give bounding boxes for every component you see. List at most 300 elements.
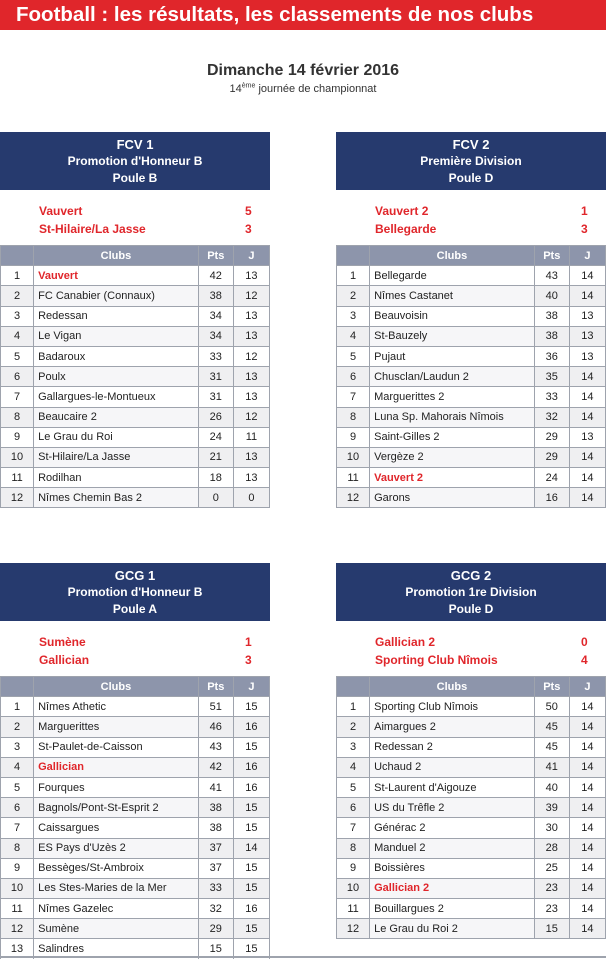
played-cell: 13 [233,447,269,467]
points-cell: 23 [534,878,569,898]
match-result [336,633,606,673]
played-cell: 16 [233,717,269,737]
standings-header [337,246,606,266]
points-cell: 31 [198,367,233,387]
points-cell: 33 [534,387,569,407]
played-cell: 13 [233,306,269,326]
standings-row [1,777,270,797]
standings-row [337,407,606,427]
standings-row [337,346,606,366]
rank-cell: 5 [1,777,34,797]
points-cell: 26 [198,407,233,427]
division-name: Promotion 1re Division [405,585,537,599]
result-score: 3 [581,222,588,236]
division-header [0,563,270,621]
rank-cell: 5 [337,777,370,797]
club-cell: Nîmes Gazelec [34,899,199,919]
points-cell: 31 [198,387,233,407]
rank-cell: 5 [1,346,34,366]
rank-cell: 13 [1,939,34,959]
club-cell: Beaucaire 2 [34,407,199,427]
played-cell: 14 [569,266,605,286]
club-cell: Marguerittes [34,717,199,737]
standings-row [1,919,270,939]
points-cell: 23 [534,899,569,919]
rank-cell: 11 [1,468,34,488]
col-club-header: Clubs [34,677,199,697]
result-score: 4 [581,653,588,667]
team-name: FCV 1 [116,137,154,152]
standings-row [337,919,606,939]
club-cell: FC Canabier (Connaux) [34,286,199,306]
standings-row [1,468,270,488]
rank-cell: 8 [337,838,370,858]
played-cell: 13 [569,326,605,346]
played-cell: 15 [233,697,269,717]
rank-cell: 10 [1,878,34,898]
points-cell: 29 [534,447,569,467]
rank-cell: 4 [337,757,370,777]
standings-header [1,677,270,697]
standings-row [337,717,606,737]
result-team: Vauvert 2 [375,204,429,218]
result-score: 3 [245,222,252,236]
standings-row [337,757,606,777]
points-cell: 43 [198,737,233,757]
played-cell: 15 [233,939,269,959]
club-cell: Saint-Gilles 2 [370,427,535,447]
club-cell: Boissières [370,858,535,878]
club-cell: St-Paulet-de-Caisson [34,737,199,757]
played-cell: 14 [569,468,605,488]
points-cell: 38 [534,306,569,326]
points-cell: 29 [198,919,233,939]
rank-cell: 10 [337,447,370,467]
standings-row [337,286,606,306]
points-cell: 15 [198,939,233,959]
points-cell: 38 [198,818,233,838]
played-cell: 13 [233,266,269,286]
standings-row [337,818,606,838]
result-row [336,202,606,220]
played-cell: 13 [233,387,269,407]
points-cell: 37 [198,838,233,858]
rank-cell: 8 [1,407,34,427]
result-row [336,220,606,238]
points-cell: 46 [198,717,233,737]
standings-row [1,858,270,878]
rank-cell: 2 [337,717,370,737]
match-result [336,202,606,242]
rank-cell: 1 [1,697,34,717]
played-cell: 14 [569,387,605,407]
rank-cell: 7 [337,387,370,407]
club-cell: Garons [370,488,535,508]
club-cell: Nîmes Athetic [34,697,199,717]
played-cell: 12 [233,407,269,427]
rank-cell: 9 [1,427,34,447]
standings-row [1,326,270,346]
result-row [0,651,270,669]
section-fcv2 [336,132,606,508]
points-cell: 38 [198,286,233,306]
club-cell: Pujaut [370,346,535,366]
section-gcg1 [0,563,270,959]
rank-cell: 3 [337,737,370,757]
rank-cell: 11 [337,899,370,919]
points-cell: 50 [534,697,569,717]
result-team: Vauvert [39,204,83,218]
standings-row [337,899,606,919]
club-cell: Sumène [34,919,199,939]
col-rank-header [1,677,34,697]
played-cell: 14 [569,697,605,717]
result-team: Bellegarde [375,222,437,236]
matchday-label: 14ème journée de championnat [229,82,377,95]
played-cell: 14 [569,919,605,939]
points-cell: 32 [198,899,233,919]
standings-row [337,427,606,447]
standings-row [1,798,270,818]
standings-row [337,447,606,467]
points-cell: 15 [534,919,569,939]
poule-name: Poule B [112,171,158,185]
club-cell: Vauvert 2 [370,468,535,488]
division-name: Première Division [420,154,522,168]
points-cell: 35 [534,367,569,387]
played-cell: 14 [569,447,605,467]
result-team: St-Hilaire/La Jasse [39,222,146,236]
points-cell: 42 [198,266,233,286]
played-cell: 13 [233,468,269,488]
standings-row [1,306,270,326]
result-row [336,651,606,669]
points-cell: 45 [534,737,569,757]
points-cell: 38 [198,798,233,818]
points-cell: 16 [534,488,569,508]
club-cell: Bouillargues 2 [370,899,535,919]
club-cell: Chusclan/Laudun 2 [370,367,535,387]
points-cell: 33 [198,878,233,898]
standings-row [337,306,606,326]
rank-cell: 7 [337,818,370,838]
rank-cell: 4 [1,326,34,346]
points-cell: 28 [534,838,569,858]
points-cell: 39 [534,798,569,818]
standings-row [337,468,606,488]
points-cell: 25 [534,858,569,878]
played-cell: 11 [233,427,269,447]
played-cell: 13 [569,427,605,447]
result-team: Gallician [39,653,90,667]
col-club-header: Clubs [34,246,199,266]
rank-cell: 3 [1,737,34,757]
standings-header [1,246,270,266]
rank-cell: 11 [337,468,370,488]
points-cell: 36 [534,346,569,366]
club-cell: Redessan [34,306,199,326]
rank-cell: 2 [1,717,34,737]
col-rank-header [337,677,370,697]
played-cell: 14 [569,838,605,858]
division-header [336,563,606,621]
standings-row [337,878,606,898]
standings-row [337,737,606,757]
club-cell: Redessan 2 [370,737,535,757]
rank-cell: 8 [337,407,370,427]
played-cell: 15 [233,737,269,757]
club-cell: Le Vigan [34,326,199,346]
standings-row [337,798,606,818]
played-cell: 14 [569,798,605,818]
played-cell: 0 [233,488,269,508]
club-cell: Bessèges/St-Ambroix [34,858,199,878]
rank-cell: 7 [1,818,34,838]
club-cell: Badaroux [34,346,199,366]
points-cell: 38 [534,326,569,346]
standings-row [1,838,270,858]
result-row [0,202,270,220]
standings-row [337,838,606,858]
points-cell: 24 [534,468,569,488]
played-cell: 12 [233,286,269,306]
result-team: Sporting Club Nîmois [375,653,498,667]
points-cell: 0 [198,488,233,508]
club-cell: Vergèze 2 [370,447,535,467]
club-cell: Les Stes-Maries de la Mer [34,878,199,898]
result-score: 1 [581,204,588,218]
played-cell: 14 [569,737,605,757]
club-cell: Rodilhan [34,468,199,488]
club-cell: St-Laurent d'Aigouze [370,777,535,797]
col-club-header: Clubs [370,246,535,266]
standings-row [337,488,606,508]
division-header [0,132,270,190]
rank-cell: 9 [1,858,34,878]
played-cell: 13 [233,326,269,346]
standings-row [1,367,270,387]
points-cell: 37 [198,858,233,878]
col-rank-header [337,246,370,266]
col-j-header: J [569,677,605,697]
club-cell: Le Grau du Roi [34,427,199,447]
rank-cell: 4 [337,326,370,346]
rank-cell: 5 [337,346,370,366]
poule-name: Poule A [112,602,158,616]
points-cell: 33 [198,346,233,366]
team-name: GCG 2 [450,568,492,583]
club-cell: Salindres [34,939,199,959]
club-cell: Caissargues [34,818,199,838]
standings-row [337,266,606,286]
result-score: 1 [245,635,252,649]
played-cell: 14 [569,878,605,898]
club-cell: Gallargues-le-Montueux [34,387,199,407]
points-cell: 40 [534,777,569,797]
played-cell: 15 [233,919,269,939]
col-j-header: J [569,246,605,266]
poule-name: Poule D [448,602,494,616]
points-cell: 45 [534,717,569,737]
col-j-header: J [233,246,269,266]
points-cell: 18 [198,468,233,488]
points-cell: 30 [534,818,569,838]
rank-cell: 8 [1,838,34,858]
club-cell: Beauvoisin [370,306,535,326]
standings-row [1,717,270,737]
played-cell: 14 [233,838,269,858]
standings-row [337,367,606,387]
poule-name: Poule D [448,171,494,185]
club-cell: ES Pays d'Uzès 2 [34,838,199,858]
result-score: 5 [245,204,252,218]
rank-cell: 3 [1,306,34,326]
played-cell: 14 [569,757,605,777]
club-cell: US du Trêfle 2 [370,798,535,818]
standings-row [1,407,270,427]
standings-table [336,676,606,939]
result-team: Gallician 2 [375,635,436,649]
club-cell: Aimargues 2 [370,717,535,737]
points-cell: 24 [198,427,233,447]
bottom-rule [0,956,606,958]
rank-cell: 6 [337,798,370,818]
played-cell: 14 [569,367,605,387]
rank-cell: 6 [1,798,34,818]
club-cell: Marguerittes 2 [370,387,535,407]
col-pts-header: Pts [198,677,233,697]
rank-cell: 12 [337,919,370,939]
played-cell: 16 [233,777,269,797]
rank-cell: 4 [1,757,34,777]
rank-cell: 10 [1,447,34,467]
played-cell: 15 [233,798,269,818]
points-cell: 34 [198,306,233,326]
points-cell: 41 [534,757,569,777]
club-cell: Vauvert [34,266,199,286]
col-pts-header: Pts [534,246,569,266]
standings-row [1,737,270,757]
standings-row [1,447,270,467]
rank-cell: 12 [1,919,34,939]
standings-row [337,326,606,346]
match-date: Dimanche 14 février 2016 [206,62,400,79]
club-cell: Bellegarde [370,266,535,286]
standings-table [336,245,606,508]
standings-header [337,677,606,697]
standings-row [1,286,270,306]
rank-cell: 6 [337,367,370,387]
points-cell: 43 [534,266,569,286]
standings-row [337,387,606,407]
standings-row [337,858,606,878]
result-score: 3 [245,653,252,667]
rank-cell: 1 [1,266,34,286]
points-cell: 41 [198,777,233,797]
match-result [0,633,270,673]
played-cell: 13 [569,346,605,366]
played-cell: 14 [569,488,605,508]
club-cell: Le Grau du Roi 2 [370,919,535,939]
played-cell: 14 [569,286,605,306]
team-name: FCV 2 [452,137,490,152]
played-cell: 15 [233,878,269,898]
division-name: Promotion d'Honneur B [67,154,203,168]
rank-cell: 11 [1,899,34,919]
standings-row [337,777,606,797]
played-cell: 14 [569,777,605,797]
section-fcv1 [0,132,270,508]
page-banner: Football : les résultats, les classements de nos clubs [0,0,606,30]
club-cell: Gallician [34,757,199,777]
col-rank-header [1,246,34,266]
played-cell: 15 [233,858,269,878]
match-result [0,202,270,242]
played-cell: 14 [569,717,605,737]
played-cell: 14 [569,899,605,919]
rank-cell: 3 [337,306,370,326]
col-pts-header: Pts [198,246,233,266]
club-cell: Fourques [34,777,199,797]
rank-cell: 9 [337,858,370,878]
club-cell: Gallician 2 [370,878,535,898]
played-cell: 13 [233,367,269,387]
points-cell: 29 [534,427,569,447]
standings-row [337,697,606,717]
standings-row [1,899,270,919]
rank-cell: 12 [1,488,34,508]
rank-cell: 1 [337,697,370,717]
standings-row [1,818,270,838]
rank-cell: 10 [337,878,370,898]
rank-cell: 6 [1,367,34,387]
standings-row [1,427,270,447]
standings-row [1,387,270,407]
standings-row [1,488,270,508]
standings-row [1,266,270,286]
standings-row [1,697,270,717]
club-cell: St-Hilaire/La Jasse [34,447,199,467]
club-cell: Poulx [34,367,199,387]
result-score: 0 [581,635,588,649]
result-row [336,633,606,651]
rank-cell: 1 [337,266,370,286]
result-row [0,633,270,651]
club-cell: Nîmes Chemin Bas 2 [34,488,199,508]
standings-table [0,676,270,959]
points-cell: 42 [198,757,233,777]
rank-cell: 7 [1,387,34,407]
rank-cell: 12 [337,488,370,508]
points-cell: 51 [198,697,233,717]
standings-table [0,245,270,508]
club-cell: Nîmes Castanet [370,286,535,306]
played-cell: 14 [569,858,605,878]
col-club-header: Clubs [370,677,535,697]
division-header [336,132,606,190]
club-cell: Manduel 2 [370,838,535,858]
played-cell: 15 [233,818,269,838]
standings-row [1,757,270,777]
standings-row [1,878,270,898]
played-cell: 14 [569,818,605,838]
section-gcg2 [336,563,606,939]
division-name: Promotion d'Honneur B [67,585,203,599]
club-cell: Sporting Club Nîmois [370,697,535,717]
rank-cell: 2 [1,286,34,306]
club-cell: Luna Sp. Mahorais Nîmois [370,407,535,427]
points-cell: 21 [198,447,233,467]
